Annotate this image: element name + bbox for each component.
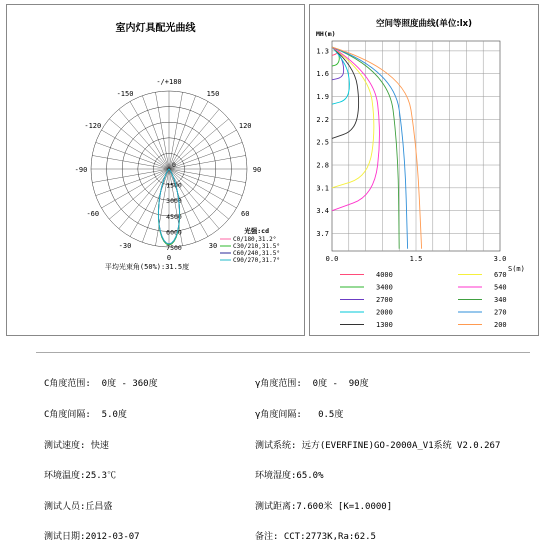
iso-chart-panel xyxy=(309,4,539,336)
polar-legend-label-2: C60/240,31.5° xyxy=(233,250,280,257)
polar-radial-label: 7500 xyxy=(166,244,182,252)
polar-radial-label: 1500 xyxy=(166,181,182,190)
info-tester: 测试人员:丘昌盛 xyxy=(44,501,113,512)
iso-legend-label-2000: 2000 xyxy=(376,308,393,317)
polar-angle-label: -/+180 xyxy=(156,78,182,86)
polar-angle-label: -150 xyxy=(116,89,134,98)
polar-chart-panel xyxy=(6,4,305,336)
iso-legend-label-3400: 3400 xyxy=(376,283,393,292)
info-temperature: 环境温度:25.3℃ xyxy=(44,471,117,482)
iso-x-tick: 0.0 xyxy=(325,255,339,263)
polar-radial-label: 3000 xyxy=(166,197,182,206)
iso-curve-200 xyxy=(332,47,422,249)
iso-chart xyxy=(310,5,538,335)
iso-y-tick: 3.7 xyxy=(316,230,329,238)
iso-y-tick: 3.4 xyxy=(316,207,329,216)
polar-legend-label-3: C90/270,31.7° xyxy=(233,257,280,264)
iso-y-tick: 1.3 xyxy=(316,47,329,56)
iso-legend-label-1300: 1300 xyxy=(376,321,393,329)
polar-legend-label-1: C30/210,31.5° xyxy=(233,243,280,250)
info-remark: 备注: CCT:2773K,Ra:62.5 xyxy=(255,532,376,543)
polar-angle-label: 120 xyxy=(238,122,252,130)
info-c-step: C角度间隔: 5.0度 xyxy=(44,410,127,421)
info-c-range: C角度范围: 0度 - 360度 xyxy=(44,379,158,390)
polar-angle-label: 90 xyxy=(252,166,262,174)
iso-legend-label-340: 340 xyxy=(494,296,507,304)
polar-angle-label: 60 xyxy=(240,210,250,218)
info-gamma-step: γ角度间隔: 0.5度 xyxy=(255,410,344,421)
polar-angle-label: -60 xyxy=(86,210,100,218)
polar-angle-label: 0 xyxy=(166,254,172,262)
info-distance: 测试距离:7.600米 [K=1.0000] xyxy=(255,501,393,512)
iso-y-tick: 2.2 xyxy=(316,115,329,124)
iso-x-tick: 3.0 xyxy=(493,255,507,263)
polar-chart-title: 室内灯具配光曲线 xyxy=(115,23,196,34)
iso-y-tick: 2.8 xyxy=(316,161,329,170)
polar-radial-label: 6000 xyxy=(166,228,182,237)
iso-y-axis-label: MH(m) xyxy=(316,30,336,38)
info-separator xyxy=(36,352,530,353)
iso-y-tick: 1.9 xyxy=(316,93,329,102)
info-date: 测试日期:2012-03-07 xyxy=(44,532,140,543)
iso-curve-1300 xyxy=(332,47,359,138)
polar-radial-label: 0 xyxy=(172,161,176,169)
info-humidity: 环境湿度:65.0% xyxy=(255,471,324,482)
iso-grid xyxy=(332,41,500,251)
polar-legend-label-0: C0/180,31.2° xyxy=(233,236,277,243)
info-speed: 测试速度: 快速 xyxy=(44,440,109,451)
polar-chart xyxy=(7,5,304,335)
info-system: 测试系统: 远方(EVERFINE)GO-2000A_V1系统 V2.0.267 xyxy=(255,440,501,451)
iso-y-tick: 3.1 xyxy=(316,184,329,193)
polar-beam-text: 平均光束角(50%):31.5度 xyxy=(104,263,190,271)
iso-legend-label-540: 540 xyxy=(494,283,507,292)
iso-x-tick: 1.5 xyxy=(409,255,423,263)
iso-legend-label-200: 200 xyxy=(494,321,507,329)
iso-y-tick: 1.6 xyxy=(316,70,329,79)
polar-angle-label: -90 xyxy=(74,166,88,174)
iso-legend-label-670: 670 xyxy=(494,271,507,279)
iso-legend-label-270: 270 xyxy=(494,308,507,317)
iso-legend-label-2700: 2700 xyxy=(376,296,393,304)
polar-unit-label: 光强:cd xyxy=(244,227,269,235)
iso-legend-label-4000: 4000 xyxy=(376,271,393,279)
iso-y-tick: 2.5 xyxy=(316,138,329,147)
polar-angle-label: -30 xyxy=(118,242,132,251)
polar-radial-label: 4500 xyxy=(166,212,182,221)
iso-curve-670 xyxy=(332,47,374,188)
iso-chart-title: 空间等照度曲线(单位:lx) xyxy=(375,19,473,29)
polar-angle-label: 150 xyxy=(206,89,220,98)
polar-angle-label: 30 xyxy=(208,242,218,251)
info-gamma-range: γ角度范围: 0度 - 90度 xyxy=(255,379,369,390)
polar-angle-label: -120 xyxy=(84,122,102,130)
iso-x-axis-label: S(m) xyxy=(508,265,525,273)
